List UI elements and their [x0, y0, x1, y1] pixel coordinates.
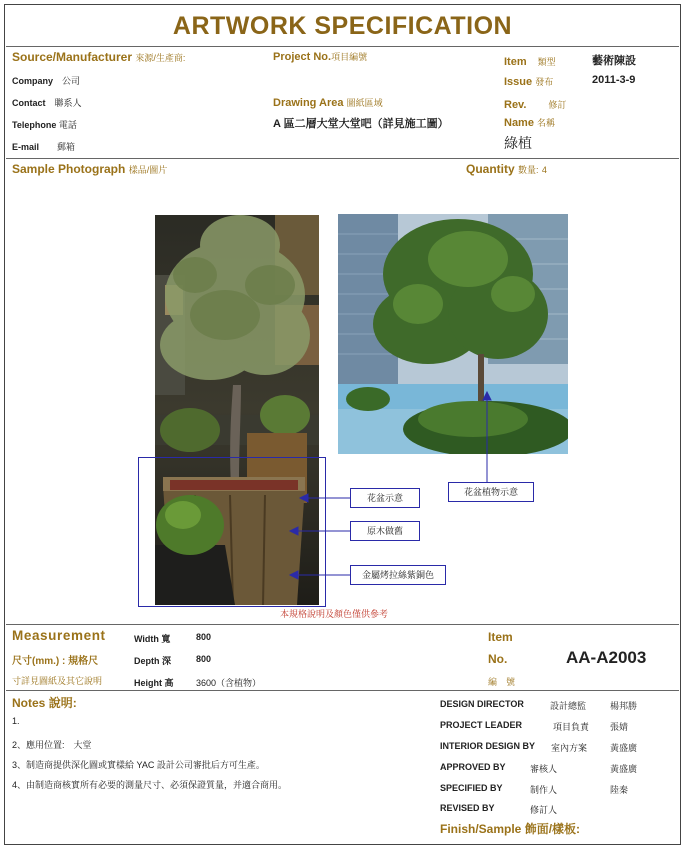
divider-notes — [6, 690, 679, 691]
signoff-role-cn: 審核人 — [530, 764, 558, 774]
height-value: 3600（含植物） — [196, 678, 262, 688]
signoff-role-cn: 項目負責 — [553, 722, 590, 732]
note-line-3: 3、制造商提供深化圖或實樣給 YAC 設計公司審批后方可生產。 — [12, 760, 265, 770]
note-line-1: 1. — [12, 716, 20, 726]
issue-value: 2011-3-9 — [592, 74, 636, 86]
signoff-role-en: SPECIFIED BY — [440, 783, 503, 793]
page-title: ARTWORK SPECIFICATION — [172, 12, 513, 40]
signoff-role-cn: 室內方案 — [551, 743, 588, 753]
divider-measurement — [6, 624, 679, 625]
signoff-role-cn: 修訂人 — [530, 805, 558, 815]
callout-metal: 金屬烤拉絲紫銅色 — [350, 565, 446, 585]
notes-label: Notes 說明: — [12, 696, 77, 710]
signoff-person: 楊邦勝 — [610, 701, 638, 711]
width-value: 800 — [196, 632, 212, 642]
note-line-2: 2、應用位置: 大堂 — [12, 740, 92, 750]
drawing-area-value: A 區二層大堂大堂吧（詳見施工圖） — [273, 118, 449, 130]
name-value: 綠植 — [504, 135, 532, 151]
measurement-cn-label: 尺寸(mm.) : 規格尺 — [12, 656, 99, 667]
signoff-person: 黃盛廣 — [610, 743, 638, 753]
measurement-note: 寸詳見圖紙及其它說明 — [12, 676, 103, 686]
measurement-label: Measurement — [12, 628, 106, 643]
company-label: Company 公司 — [12, 76, 81, 86]
telephone-label: Telephone 電話 — [12, 120, 77, 130]
item-value: 藝術陳設 — [592, 55, 636, 67]
source-label: Source/Manufacturer 來源/生產商: — [12, 50, 186, 64]
signoff-role-en: PROJECT LEADER — [440, 720, 523, 730]
signoff-role-en: REVISED BY — [440, 803, 495, 813]
signoff-role-en: DESIGN DIRECTOR — [440, 699, 524, 709]
sample-photo-label: Sample Photograph 樣品/圖片 — [12, 162, 168, 176]
depth-value: 800 — [196, 654, 212, 664]
note-line-4: 4、由制造商核實所有必要的測量尺寸、必須保證質量，并適合商用。 — [12, 780, 288, 790]
signoff-role-en: APPROVED BY — [440, 762, 506, 772]
name-label: Name 名稱 — [504, 117, 556, 129]
signoff-role-cn: 制作人 — [530, 785, 558, 795]
height-label: Height 高 — [134, 678, 174, 688]
signoff-person: 張婧 — [610, 722, 629, 732]
item-no-label-2: No. — [488, 652, 508, 666]
item-no-cn-label: 編 號 — [488, 677, 516, 687]
quantity-label: Quantity 數量: 4 — [466, 162, 547, 176]
disclaimer-text: 本規格說明及顏色僅供參考 — [280, 609, 389, 619]
signoff-person: 陸秦 — [610, 785, 629, 795]
signoff-role-cn: 設計總監 — [550, 701, 587, 711]
item-no-value: AA-A2003 — [566, 648, 647, 667]
item-label: Item 類型 — [504, 56, 556, 68]
width-label: Width 寬 — [134, 634, 171, 644]
callout-plant: 花盆植物示意 — [448, 482, 534, 502]
depth-label: Depth 深 — [134, 656, 171, 666]
finish-sample-label: Finish/Sample 飾面/樣板: — [440, 822, 581, 836]
signoff-person: 黃盛廣 — [610, 764, 638, 774]
item-no-label-1: Item — [488, 630, 513, 644]
callout-wood: 原木做舊 — [350, 521, 420, 541]
contact-label: Contact 聯系人 — [12, 98, 82, 108]
drawing-area-label: Drawing Area 圖紙區域 — [273, 97, 383, 109]
rev-label: Rev. 修訂 — [504, 99, 567, 111]
issue-label: Issue 發布 — [504, 76, 554, 88]
signoff-role-en: INTERIOR DESIGN BY — [440, 741, 536, 751]
project-label: Project No.項目編號 — [273, 51, 368, 63]
email-label: E-mail 郵箱 — [12, 142, 76, 152]
callout-pot: 花盆示意 — [350, 488, 420, 508]
